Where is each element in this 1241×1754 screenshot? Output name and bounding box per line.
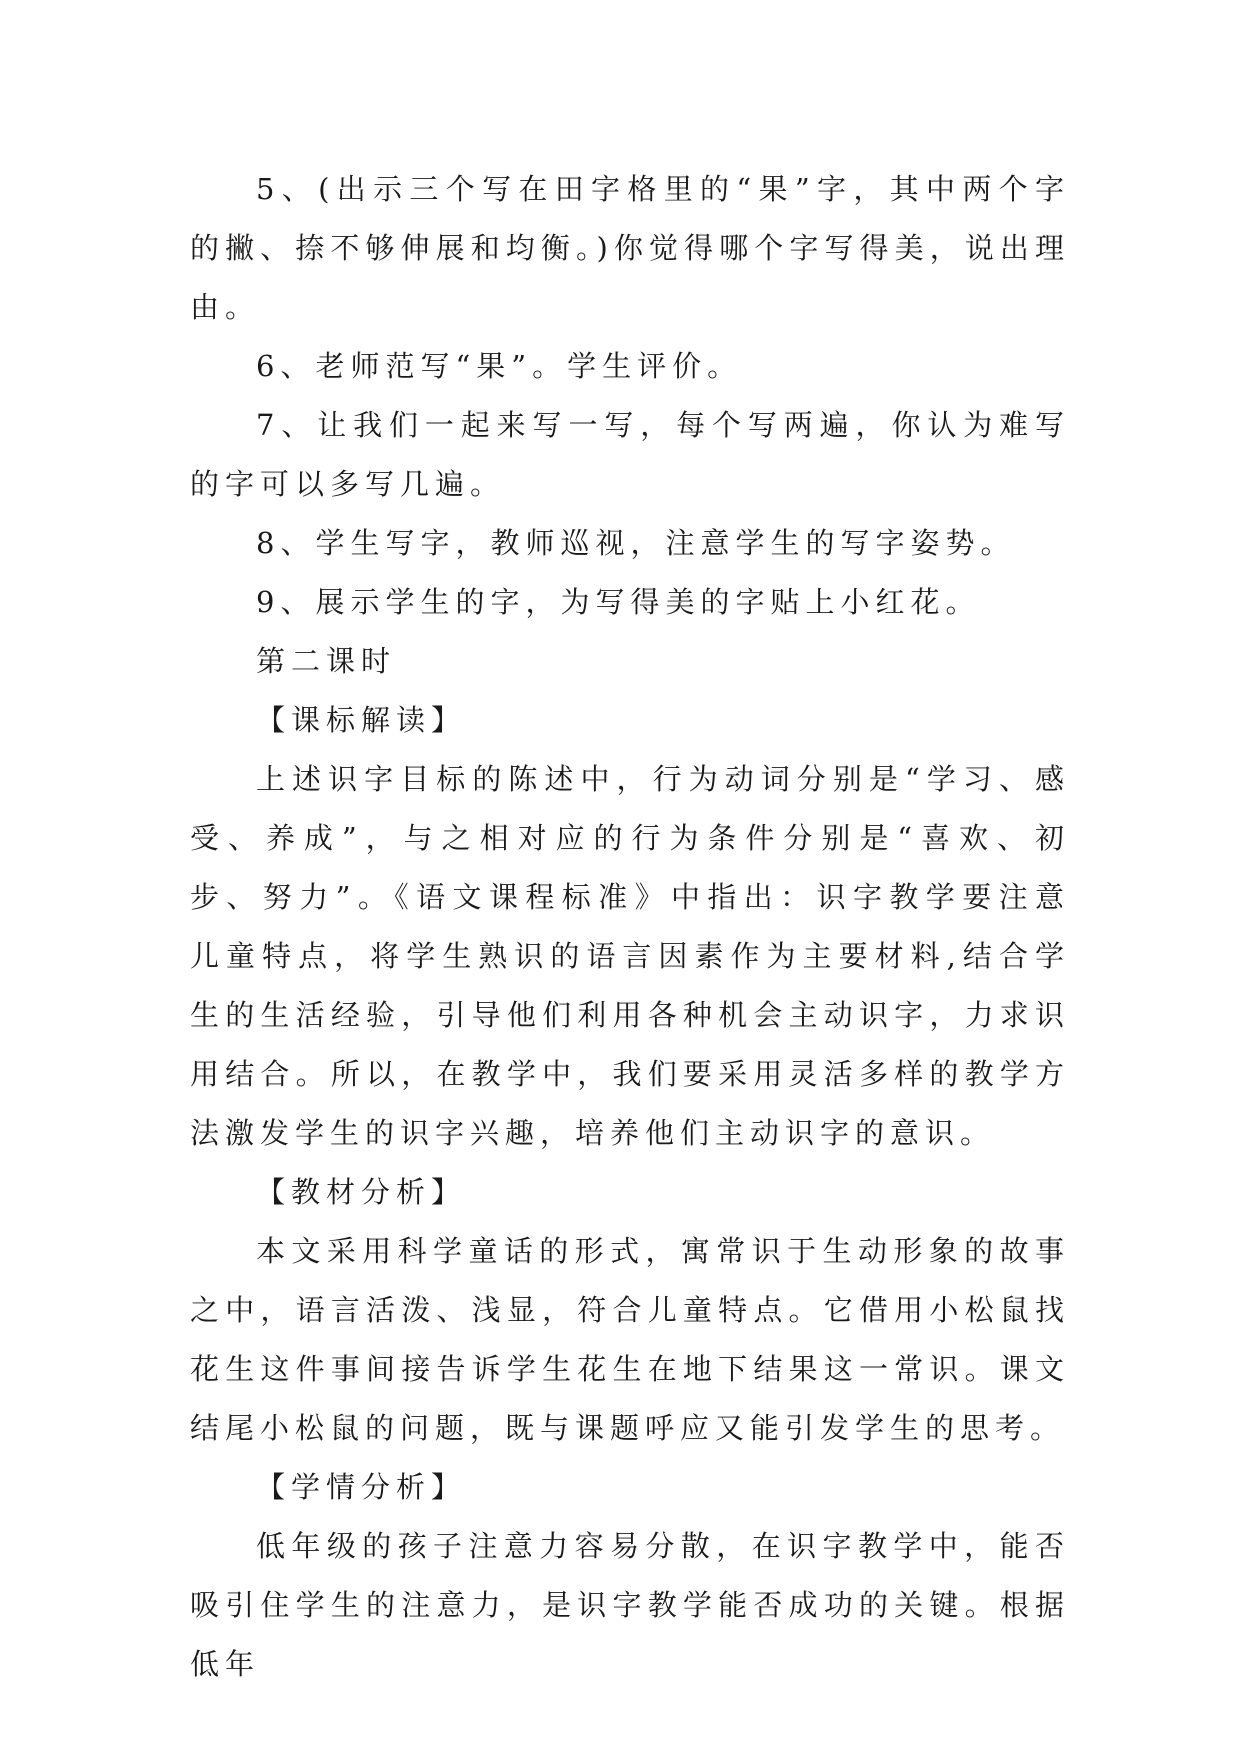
paragraph-curriculum-interpretation: 上述识字目标的陈述中，行为动词分别是“学习、感受、养成”，与之相对应的行为条件分别是“喜欢、初步、努力”。《语文课程标准》中指出：识字教学要注意儿童特点，将学生熟识的语言因素作为主要材料,结合学生的生活经验，引导他们利用各种机会主动识字，力求识用结合。所以，在教学中，我们要采用灵活多样的教学方法激发学生的识字兴趣，培养他们主动识字的意识。 bbox=[190, 762, 1070, 1150]
section-heading-textbook-analysis: 【教材分析】 bbox=[256, 1175, 467, 1209]
paragraph-step-6: 6、老师范写“果”。学生评价。 bbox=[256, 349, 743, 383]
section-heading-second-lesson: 第二课时 bbox=[256, 644, 397, 678]
paragraph-step-7: 7、让我们一起来写一写，每个写两遍，你认为难写的字可以多写几遍。 bbox=[190, 408, 1070, 501]
paragraph-step-9: 9、展示学生的字，为写得美的字贴上小红花。 bbox=[256, 585, 981, 619]
document-body bbox=[190, 160, 1070, 1694]
paragraph-step-8: 8、学生写字，教师巡视，注意学生的写字姿势。 bbox=[256, 526, 1016, 560]
section-heading-learner-analysis: 【学情分析】 bbox=[256, 1470, 467, 1504]
paragraph-learner-analysis: 低年级的孩子注意力容易分散，在识字教学中，能否吸引住学生的注意力，是识字教学能否成功的关键。根据低年 bbox=[190, 1529, 1070, 1681]
paragraph-textbook-analysis: 本文采用科学童话的形式，寓常识于生动形象的故事之中，语言活泼、浅显，符合儿童特点。它借用小松鼠找花生这件事间接告诉学生花生在地下结果这一常识。课文结尾小松鼠的问题，既与课题呼应又能引发学生的思考。 bbox=[190, 1234, 1070, 1445]
paragraph-step-5: 5、(出示三个写在田字格里的“果”字，其中两个字的撇、捺不够伸展和均衡。)你觉得哪个字写得美，说出理由。 bbox=[190, 172, 1070, 324]
section-heading-curriculum-interpretation: 【课标解读】 bbox=[256, 703, 467, 737]
